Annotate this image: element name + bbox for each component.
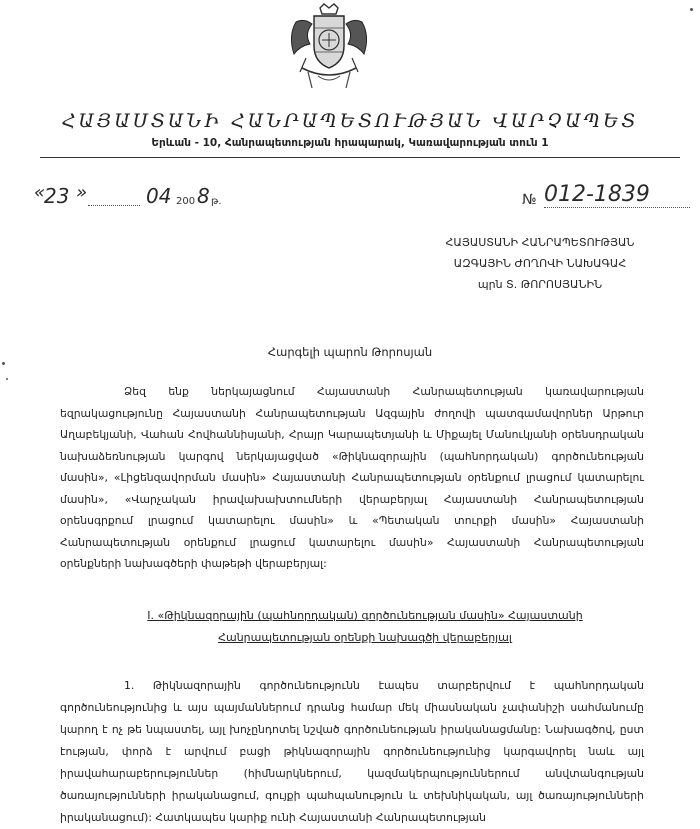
date-month: 04: [146, 184, 172, 208]
section-heading-line-1: I. «Թիկնազորային (պահնորդական) գործունեության մասին» Հայաստանի: [147, 609, 583, 622]
registration-number: [522, 180, 692, 210]
document-date: « 23 » 04 200 8 թ.: [34, 182, 222, 208]
paragraph-1-text: Ձեզ ենք ներկայացնում Հայաստանի Հանրապետության կառավարության եզրակացությունը Հայաստանի Հանրապետության Ազգային ժողովի պատգամավորներ Արթուր Աղաբեկյանի, Վահան Հովհաննիսյանի, Հրայր Կարապետյանի և Միքայել Մանուկյանի օրենսդրական նախաձեռնության կարգով ներկայացված «Թիկնազորային (պահնորդական) գործունեության մասին», «Լիցենզավորման մասին» Հայաստանի Հանրապետության օրենքում լրացում կատարելու մասին», «Վարչական իրավախախտումների վերաբերյալ Հայաստանի Հանրապետության օրենսգրքում լրացում կատարելու մասին» և «Պետական տուրքի մասին» Հայաստանի Հանրապետության օրենքում լրացում կատարելու մասին» Հայաստանի Հանրապետության օրենքների նախագծերի փաթեթի վերաբերյալ:: [60, 385, 644, 570]
header-divider: [40, 157, 680, 158]
date-day: 23: [44, 184, 70, 208]
scan-speck: [690, 8, 693, 11]
section-heading-line-2: Հանրապետության օրենքի նախագծի վերաբերյալ: [218, 631, 512, 644]
date-year-prefix: 200: [176, 196, 196, 207]
point-1-paragraph: [60, 675, 644, 829]
salutation: Հարգելի պարոն Թորոսյան: [267, 345, 433, 359]
intro-paragraph: [60, 381, 644, 575]
armenia-coat-of-arms-icon: [282, 2, 376, 94]
reg-prefix: №: [522, 192, 537, 208]
date-year-hand: 8: [197, 184, 210, 208]
organization-address: Երևան - 10, Հանրապետության հրապարակ, Կառավարության տուն 1: [151, 137, 549, 149]
paragraph-2-text: 1. Թիկնազորային գործունեությունն էապես տարբերվում է պահնորդական գործունեությունից և այս պայմաններում դրանց համար մեկ միասնական չափանիշի սահմանումը կարող է ոչ թե նպաստել, այլ խոչընդոտել նշված գործունեության իրականացմանը: Նախագծով, ըստ էության, փորձ է արվում բացի թիկնազորային գործունեությունից կարգավորել նաև այլ իրավահարաբերություններ (հիմնարկներում, կազմակերպություններում անվտանգության ծառայությունների իրականացում, գույքի պահպանություն և տեխնիկական, այլ ծառայությունների իրականացում): Հատկապես կարիք ունի Հայաստանի Հանրապետության: [60, 679, 644, 824]
addressee-line-3: պրն Տ. ԹՈՐՈՍՅԱՆԻՆ: [477, 278, 603, 291]
organization-title: ՀԱՅԱՍՏԱՆԻ ՀԱՆՐԱՊԵՏՈՒԹՅԱՆ ՎԱՐՉԱՊԵՏ: [61, 110, 639, 132]
reg-number: 012-1839: [544, 182, 650, 207]
addressee-line-1: ՀԱՅԱՍՏԱՆԻ ՀԱՆՐԱՊԵՏՈՒԹՅԱՆ: [445, 236, 635, 249]
addressee-line-2: ԱԶԳԱՅԻՆ ԺՈՂՈՎԻ ՆԱԽԱԳԱՀ: [453, 257, 627, 270]
scan-speck: [2, 362, 5, 365]
scan-speck: [6, 378, 8, 380]
date-suffix: թ.: [211, 196, 222, 207]
section-heading: [130, 605, 600, 649]
addressee-block: [390, 232, 690, 295]
